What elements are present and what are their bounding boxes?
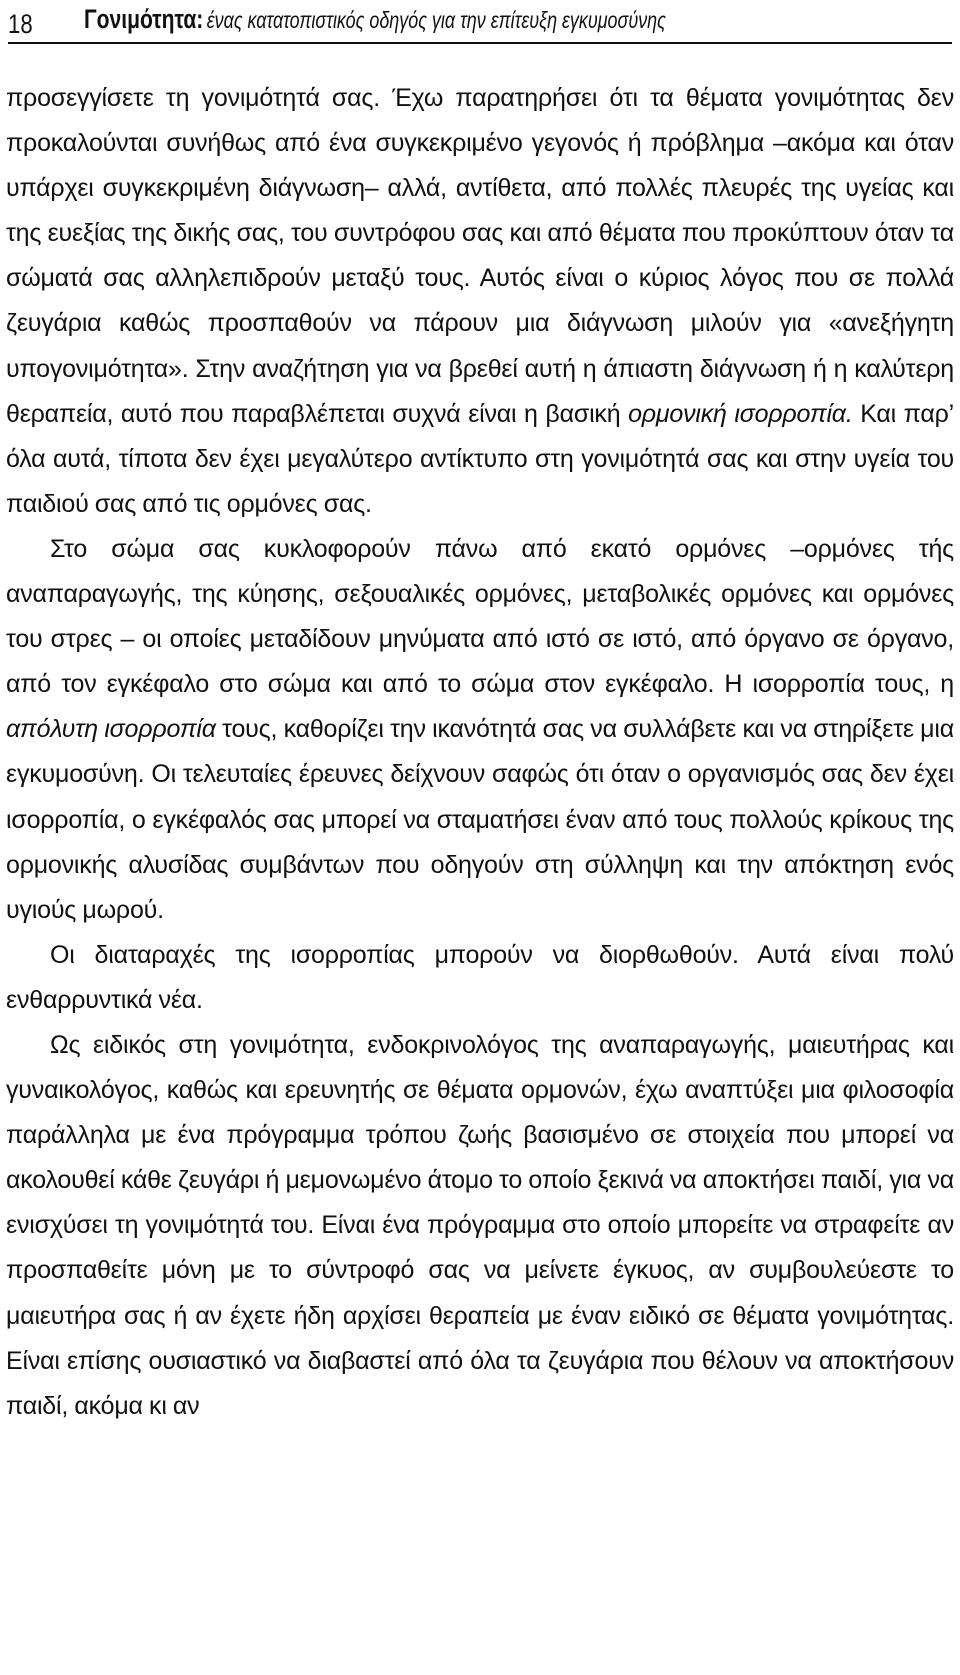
- page-number: 18: [8, 9, 33, 39]
- book-title: Γονιμότητα:: [84, 4, 204, 34]
- running-head: [8, 4, 952, 44]
- running-title: [84, 4, 666, 42]
- paragraph-text: Και παρ’ όλα αυτά, τίποτα δεν έχει μεγαλύτερο αντίκτυπο στη γονιμότητά σας και στην υγεία του παιδιού σας από τις ορμόνες σας.: [6, 399, 954, 518]
- paragraph: [6, 76, 954, 527]
- paragraph-text: τους, καθορίζει την ικανότητά σας να συλλάβετε και να στηρίξετε μια εγκυμοσύνη. Οι τελευταίες έρευνες δείχνουν σαφώς ότι όταν ο οργανισμός σας δεν έχει ισορροπία, ο εγκέφαλός σας μπορεί να σταματήσει έναν από τους πολλούς κρίκους της ορμονικής αλυσίδας συμβάντων που οδηγούν στη σύλληψη και την απόκτηση ενός υγιούς μωρού.: [6, 715, 954, 924]
- paragraph-text: Οι διαταραχές της ισορροπίας μπορούν να διορθωθούν. Αυτά είναι πολύ ενθαρρυντικά νέα.: [6, 940, 954, 1014]
- body-text: [6, 76, 954, 1429]
- paragraph-text: Στο σώμα σας κυκλοφορούν πάνω από εκατό ορμόνες –ορμόνες τής αναπαραγωγής, της κύησης, σεξουαλικές ορμόνες, μεταβολικές ορμόνες και ορμόνες του στρες – οι οποίες μεταδίδουν μηνύματα από ιστό σε ιστό, από όργανο σε όργανο, από τον εγκέφαλο στο σώμα και από το σώμα στον εγκέφαλο. Η ισορροπία τους, η: [6, 534, 954, 699]
- book-subtitle: ένας κατατοπιστικός οδηγός για την επίτευξη εγκυμοσύνης: [206, 7, 666, 33]
- paragraph-text: Ως ειδικός στη γονιμότητα, ενδοκρινολόγος της αναπαραγωγής, μαιευτήρας και γυναικολόγος, καθώς και ερευνητής σε θέματα ορμονών, έχω αναπτύξει μια φιλοσοφία παράλληλα με ένα πρόγραμμα τρόπου ζωής βασισμένο σε στοιχεία που μπορεί να ακολουθεί κάθε ζευγάρι ή μεμονωμένο άτομο το οποίο ξεκινά να αποκτήσει παιδί, για να ενισχύσει τη γονιμότητά του. Είναι ένα πρόγραμμα στο οποίο μπορείτε να στραφείτε αν προσπαθείτε μόνη με το σύντροφό σας να μείνετε έγκυος, αν συμβουλεύεστε το μαιευτήρα σας ή αν έχετε ήδη αρχίσει θεραπεία με έναν ειδικό σε θέματα γονιμότητας. Είναι επίσης ουσιαστικό να διαβαστεί από όλα τα ζευγάρια που θέλουν να αποκτήσουν παιδί, ακόμα κι αν: [6, 1030, 954, 1420]
- emphasis-text: ορμονική ισορροπία.: [628, 399, 853, 428]
- paragraph: [6, 527, 954, 933]
- paragraph: [6, 1023, 954, 1429]
- paragraph-text: προσεγγίσετε τη γονιμότητά σας. Έχω παρατηρήσει ότι τα θέματα γονιμότητας δεν προκαλούνται συνήθως από ένα συγκεκριμένο γεγονός ή πρόβλημα –ακόμα και όταν υπάρχει συγκεκριμένη διάγνωση– αλλά, αντίθετα, από πολλές πλευρές της υγείας και της ευεξίας της δικής σας, του συντρόφου σας και από θέματα που προκύπτουν όταν τα σώματά σας αλληλεπιδρούν μεταξύ τους. Αυτός είναι ο κύριος λόγος που σε πολλά ζευγάρια καθώς προσπαθούν να πάρουν μια διάγνωση μιλούν για «ανεξήγητη υπογονιμότητα». Στην αναζήτηση για να βρεθεί αυτή η άπιαστη διάγνωση ή η καλύτερη θεραπεία, αυτό που παραβλέπεται συχνά είναι η βασική: [6, 84, 954, 428]
- paragraph: [6, 933, 954, 1023]
- emphasis-text: απόλυτη ισορροπία: [6, 715, 216, 744]
